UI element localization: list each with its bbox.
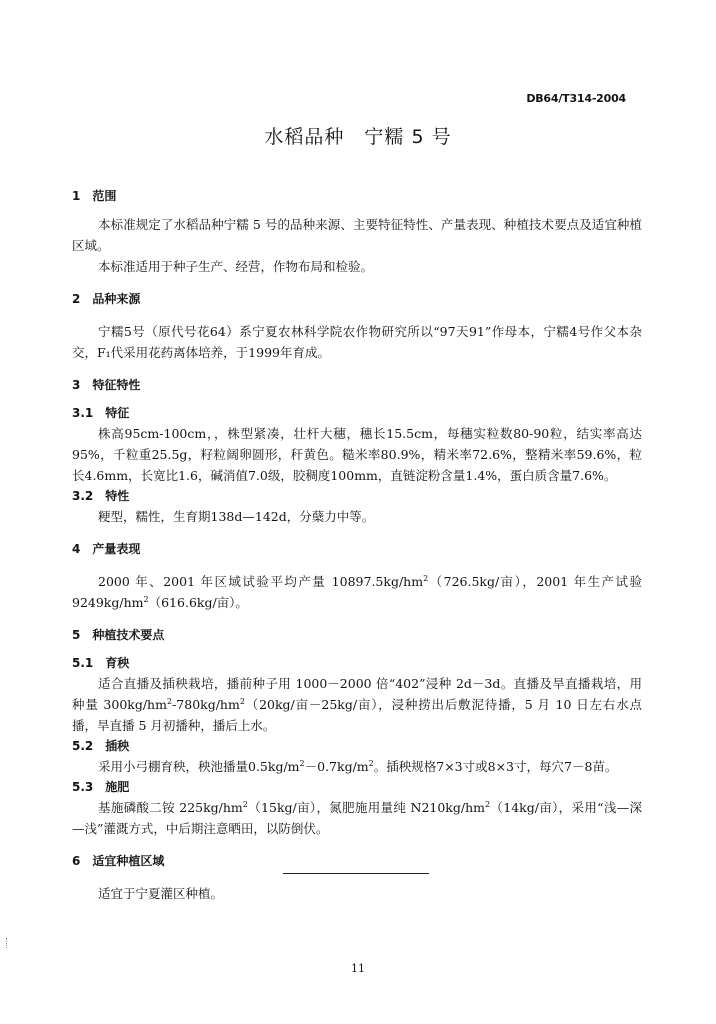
section-3-1-paragraph: 株高95cm-100cm，，株型紧凑，壮杆大穗，穗长15.5cm，每穗实粒数80-90粒，结实率高达95%，千粒重25.5g，籽粒阔卵圆形，秆黄色。糙米率80.9%，精米率72.6%，整精米率59.6%，粒长4.6mm，长宽比1.6，碱消值7.0级，胶稠度100mm，直链淀粉含量1.4%，蛋白质含量7.6%。 (72, 426, 642, 483)
section-2-paragraph: 宁糯5号（原代号花64）系宁夏农林科学院农作物研究所以“97天91”作母本，宁糯4号作父本杂交，F₁代采用花药离体培养，于1999年育成。 (72, 324, 642, 360)
section-3-1-heading: 3.1 特征 (72, 406, 130, 420)
section-6-paragraph: 适宜于宁夏灌区种植。 (98, 886, 224, 901)
section-5-2-heading: 5.2 插秧 (72, 739, 130, 753)
document-body (72, 186, 642, 904)
section-3-2-paragraph: 粳型，糯性，生育期138d—142d，分蘖力中等。 (98, 509, 375, 524)
section-1-paragraph-2: 本标准适用于种子生产、经营，作物布局和检验。 (98, 259, 374, 274)
section-1-paragraph-1: 本标准规定了水稻品种宁糯 5 号的品种来源、主要特征特性、产量表现、种植技术要点及适宜种植区域。 (72, 217, 642, 253)
section-5-3-paragraph: 基施磷酸二铵 $225kg/hm^2(15kg/$亩），氮肥施用量纯 $N210kg/hm^2(14kg/$亩），采用“浅—深—浅”灌溉方式，中后期注意晒田，以防倒伏。 (72, 799, 643, 836)
section-3-2-heading: 3.2 特性 (72, 489, 130, 503)
standard-code: DB64/T314-2004 (526, 92, 626, 105)
end-separator-line (283, 873, 429, 874)
section-5-3-heading: 5.3 施肥 (72, 780, 130, 794)
section-4-heading: 4 产量表现 (72, 542, 141, 556)
section-6-heading: 6 适宜种植区域 (72, 854, 165, 868)
section-3-heading: 3 特征特性 (72, 378, 141, 392)
document-title: 水稻品种 宁糯 5 号 (264, 126, 452, 148)
section-5-1-paragraph: 适合直播及插秧栽培，播前种子用 1000－2000 倍“402”浸种 2d－3d。直播及旱直播栽培，用种量 $300kg/hm^2-780kg/hm^2(20kg/$亩－25kg/亩），浸种捞出后敷泥待播，5 月 10 日左右水点播，旱直播 5 月初播种，播后上水。 (72, 676, 642, 733)
page-number: 11 (351, 962, 365, 975)
section-4-paragraph: 2000 年、2001 年区域试验平均产量 $10897.5kg/hm^2(726.5kg/$亩），2001 年生产试验 $9249kg/hm^2(616.6kg/$亩）。 (72, 573, 642, 610)
section-5-heading: 5 种植技术要点 (72, 628, 165, 642)
section-5-1-heading: 5.1 育秧 (72, 656, 130, 670)
section-2-heading: 2 品种来源 (72, 292, 141, 306)
section-5-2-paragraph: 采用小弓棚育秧，秧池播量$0.5kg/m^2-0.7kg/m^2$。插秧规格7×3寸或8×3寸，每穴7－8苗。 (98, 758, 618, 774)
section-1-heading: 1 范围 (72, 189, 117, 203)
margin-scan-mark (6, 938, 8, 948)
